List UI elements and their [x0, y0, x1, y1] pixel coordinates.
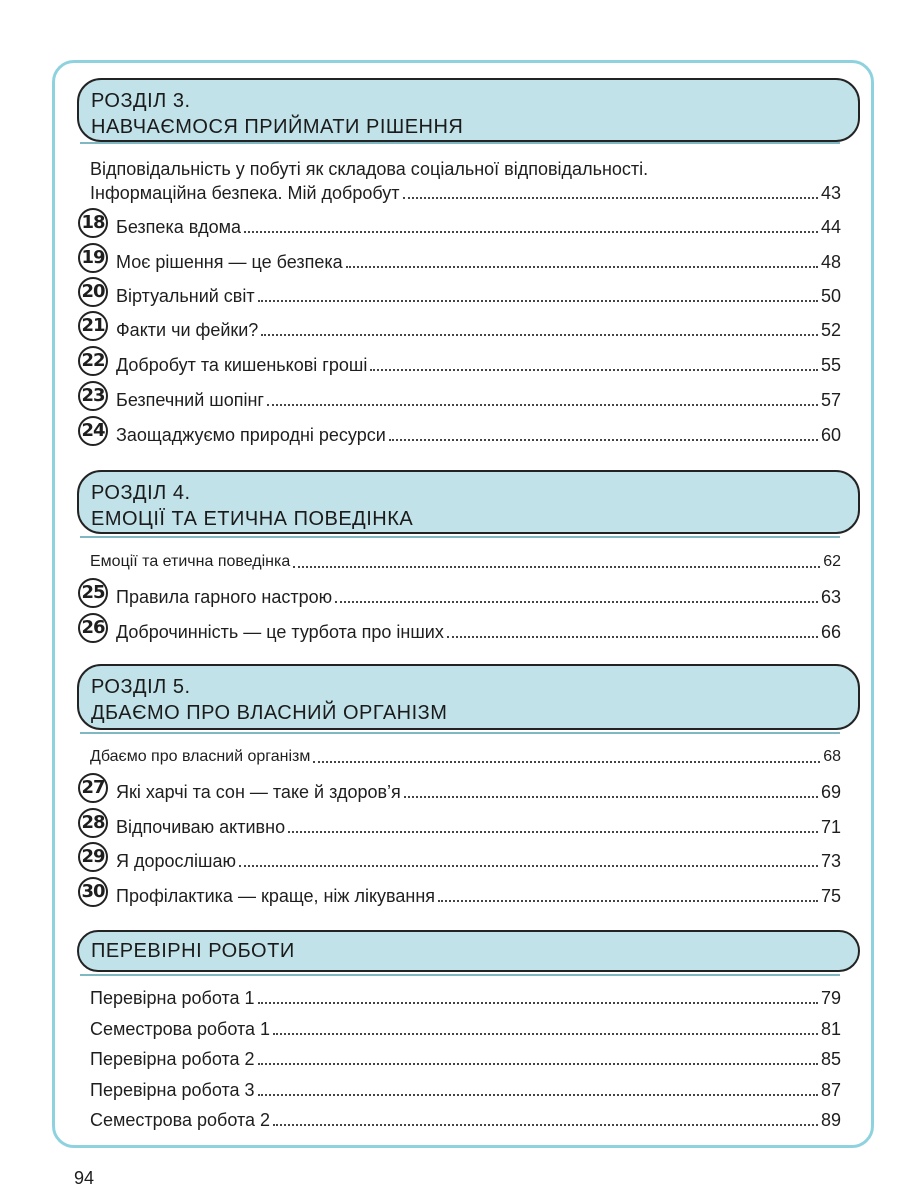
entry-page: 62	[823, 553, 841, 570]
section-title: ДБАЄМО ПРО ВЛАСНИЙ ОРГАНІЗМ	[91, 702, 448, 724]
entry-title: Я дорослішаю	[116, 851, 236, 871]
entry-title: Дбаємо про власний організм	[90, 748, 311, 765]
entry-page: 81	[820, 1019, 841, 1039]
lesson-number-badge: 23	[78, 381, 108, 411]
page-number: 94	[74, 1168, 95, 1188]
lesson-number-badge: 22	[78, 346, 108, 376]
lesson-number-badge: 20	[78, 277, 108, 307]
section-intro-line1: Відповідальність у побуті як складова соціальної відповідальності.	[90, 159, 649, 179]
entry-title: Емоції та етична поведінка	[90, 553, 291, 570]
entry-page: 73	[820, 851, 841, 871]
entry-title: Семестрова робота 2	[90, 1110, 271, 1130]
entry-page: 89	[820, 1110, 841, 1130]
dot-leader	[258, 1063, 818, 1065]
entry-page: 66	[820, 622, 841, 642]
section-title: ПЕРЕВІРНІ РОБОТИ	[91, 940, 295, 962]
dot-leader	[293, 566, 820, 568]
divider	[80, 974, 840, 976]
dot-leader	[447, 636, 818, 638]
lesson-number-badge: 26	[78, 613, 108, 643]
lesson-number-badge: 24	[78, 416, 108, 446]
entry-title: Перевірна робота 2	[90, 1049, 255, 1069]
entry-title: Факти чи фейки?	[116, 320, 259, 340]
toc-entry-test-1	[90, 983, 841, 1009]
section-3-header	[77, 78, 860, 142]
section-label: РОЗДІЛ 3.	[91, 90, 191, 112]
toc-entry-20	[81, 281, 841, 307]
entry-title: Безпека вдома	[116, 217, 241, 237]
section-4-header	[77, 470, 860, 534]
tests-section-header	[77, 930, 860, 972]
dot-leader	[258, 300, 818, 302]
toc-entry-semester-1	[90, 1014, 841, 1040]
entry-page: 68	[823, 748, 841, 765]
entry-page: 48	[820, 252, 841, 272]
dot-leader	[389, 439, 818, 441]
lesson-number-badge: 29	[78, 842, 108, 872]
entry-page: 52	[820, 320, 841, 340]
entry-page: 50	[820, 286, 841, 306]
dot-leader	[267, 404, 818, 406]
dot-leader	[288, 831, 818, 833]
section-title: НАВЧАЄМОСЯ ПРИЙМАТИ РІШЕННЯ	[91, 116, 464, 138]
section-title: ЕМОЦІЇ ТА ЕТИЧНА ПОВЕДІНКА	[91, 508, 414, 530]
toc-entry-24	[81, 420, 841, 446]
dot-leader	[403, 197, 818, 199]
lesson-number-badge: 30	[78, 877, 108, 907]
entry-page: 79	[820, 988, 841, 1008]
section-label: РОЗДІЛ 5.	[91, 676, 191, 698]
entry-title: Семестрова робота 1	[90, 1019, 271, 1039]
entry-page: 57	[820, 390, 841, 410]
divider	[80, 536, 840, 538]
dot-leader	[370, 369, 818, 371]
toc-entry-22	[81, 350, 841, 376]
entry-title: Безпечний шопінг	[116, 390, 264, 410]
section-intro-entry	[90, 178, 841, 204]
entry-page: 60	[820, 425, 841, 445]
dot-leader	[258, 1002, 818, 1004]
toc-entry-semester-2	[90, 1105, 841, 1131]
entry-title: Моє рішення — це безпека	[116, 252, 343, 272]
dot-leader	[346, 266, 818, 268]
lesson-number-badge: 25	[78, 578, 108, 608]
divider	[80, 732, 840, 734]
toc-entry-test-3	[90, 1075, 841, 1101]
toc-entry-19	[81, 247, 841, 273]
dot-leader	[244, 231, 818, 233]
dot-leader	[273, 1124, 818, 1126]
dot-leader	[335, 601, 818, 603]
toc-entry-25	[81, 582, 841, 608]
dot-leader	[313, 761, 820, 763]
section-intro-entry	[90, 547, 841, 573]
toc-entry-28	[81, 812, 841, 838]
lesson-number-badge: 27	[78, 773, 108, 803]
toc-entry-18	[81, 212, 841, 238]
entry-title: Перевірна робота 1	[90, 988, 255, 1008]
entry-page: 69	[820, 782, 841, 802]
entry-title: Віртуальний світ	[116, 286, 255, 306]
toc-entry-27	[81, 777, 841, 803]
toc-entry-21	[81, 315, 841, 341]
entry-title: Правила гарного настрою	[116, 587, 333, 607]
divider	[80, 142, 840, 144]
entry-page: 87	[820, 1080, 841, 1100]
entry-page: 63	[820, 587, 841, 607]
entry-title: Добробут та кишенькові гроші	[116, 355, 368, 375]
entry-title: Інформаційна безпека. Мій добробут	[90, 183, 400, 203]
dot-leader	[258, 1094, 818, 1096]
entry-page: 43	[820, 183, 841, 203]
lesson-number-badge: 21	[78, 311, 108, 341]
entry-title: Заощаджуємо природні ресурси	[116, 425, 386, 445]
entry-page: 71	[820, 817, 841, 837]
entry-title: Перевірна робота 3	[90, 1080, 255, 1100]
entry-page: 55	[820, 355, 841, 375]
entry-title: Відпочиваю активно	[116, 817, 286, 837]
lesson-number-badge: 19	[78, 243, 108, 273]
section-label: РОЗДІЛ 4.	[91, 482, 191, 504]
dot-leader	[239, 865, 818, 867]
toc-entry-26	[81, 617, 841, 643]
lesson-number-badge: 28	[78, 808, 108, 838]
toc-entry-23	[81, 385, 841, 411]
dot-leader	[404, 796, 818, 798]
entry-title: Які харчі та сон — таке й здоров’я	[116, 782, 401, 802]
section-5-header	[77, 664, 860, 730]
entry-page: 75	[820, 886, 841, 906]
entry-page: 85	[820, 1049, 841, 1069]
lesson-number-badge: 18	[78, 208, 108, 238]
entry-title: Профілактика — краще, ніж лікування	[116, 886, 436, 906]
toc-entry-29	[81, 846, 841, 872]
entry-page: 44	[820, 217, 841, 237]
dot-leader	[261, 334, 818, 336]
entry-title: Доброчинність — це турбота про інших	[116, 622, 444, 642]
dot-leader	[273, 1033, 818, 1035]
toc-entry-test-2	[90, 1044, 841, 1070]
toc-entry-30	[81, 881, 841, 907]
dot-leader	[438, 900, 818, 902]
section-intro-entry	[90, 742, 841, 768]
